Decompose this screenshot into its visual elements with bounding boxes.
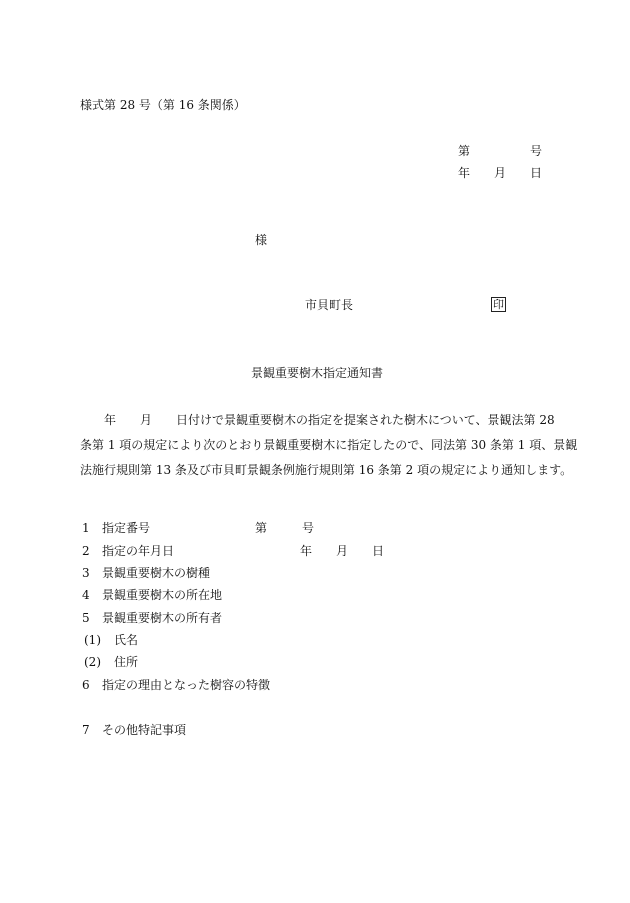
item-4-number: 4 (82, 588, 90, 602)
item-5-2-number: (2) (84, 655, 101, 669)
item-2-year: 年 (300, 544, 313, 558)
seal-mark: 印 (493, 298, 504, 311)
document-title: 景観重要樹木指定通知書 (251, 366, 384, 380)
item-2-day: 日 (372, 544, 385, 558)
body-line-1: 年 月 日付けで景観重要樹木の指定を提案された樹木について、景観法第 28 (80, 413, 555, 427)
date-year: 年 (458, 166, 471, 180)
number-prefix: 第 (458, 144, 471, 158)
form-number: 様式第 28 号（第 16 条関係） (80, 98, 246, 112)
item-5-number: 5 (82, 611, 90, 625)
item-5-2-label: 住所 (114, 655, 139, 669)
addressee-honorific: 様 (255, 233, 268, 247)
date-day: 日 (530, 166, 543, 180)
item-1-value-suffix: 号 (302, 521, 315, 535)
item-6-label: 指定の理由となった樹容の特徴 (102, 678, 271, 692)
item-5-1-number: (1) (84, 633, 101, 647)
item-1-number: 1 (82, 521, 90, 535)
body-line-2: 条第 1 項の規定により次のとおり景観重要樹木に指定したので、同法第 30 条第 1 項、景観 (80, 438, 578, 452)
item-2-label: 指定の年月日 (102, 544, 175, 558)
item-5-1-label: 氏名 (114, 633, 139, 647)
date-month: 月 (494, 166, 507, 180)
issuer-seal (491, 297, 506, 312)
body-line-3: 法施行規則第 13 条及び市貝町景観条例施行規則第 16 条第 2 項の規定により通知します。 (80, 463, 573, 477)
item-7-label: その他特記事項 (102, 723, 187, 737)
number-suffix: 号 (530, 144, 543, 158)
item-4-label: 景観重要樹木の所在地 (102, 588, 223, 602)
item-1-label: 指定番号 (102, 521, 151, 535)
item-2-number: 2 (82, 544, 90, 558)
item-6-number: 6 (82, 678, 90, 692)
item-1-value-prefix: 第 (255, 521, 268, 535)
item-5-label: 景観重要樹木の所有者 (102, 611, 223, 625)
body-paragraph (80, 408, 578, 483)
item-3-number: 3 (82, 566, 90, 580)
item-3-label: 景観重要樹木の樹種 (102, 566, 211, 580)
issuer-title: 市貝町長 (305, 298, 354, 312)
item-7-number: 7 (82, 723, 90, 737)
item-2-month: 月 (336, 544, 349, 558)
